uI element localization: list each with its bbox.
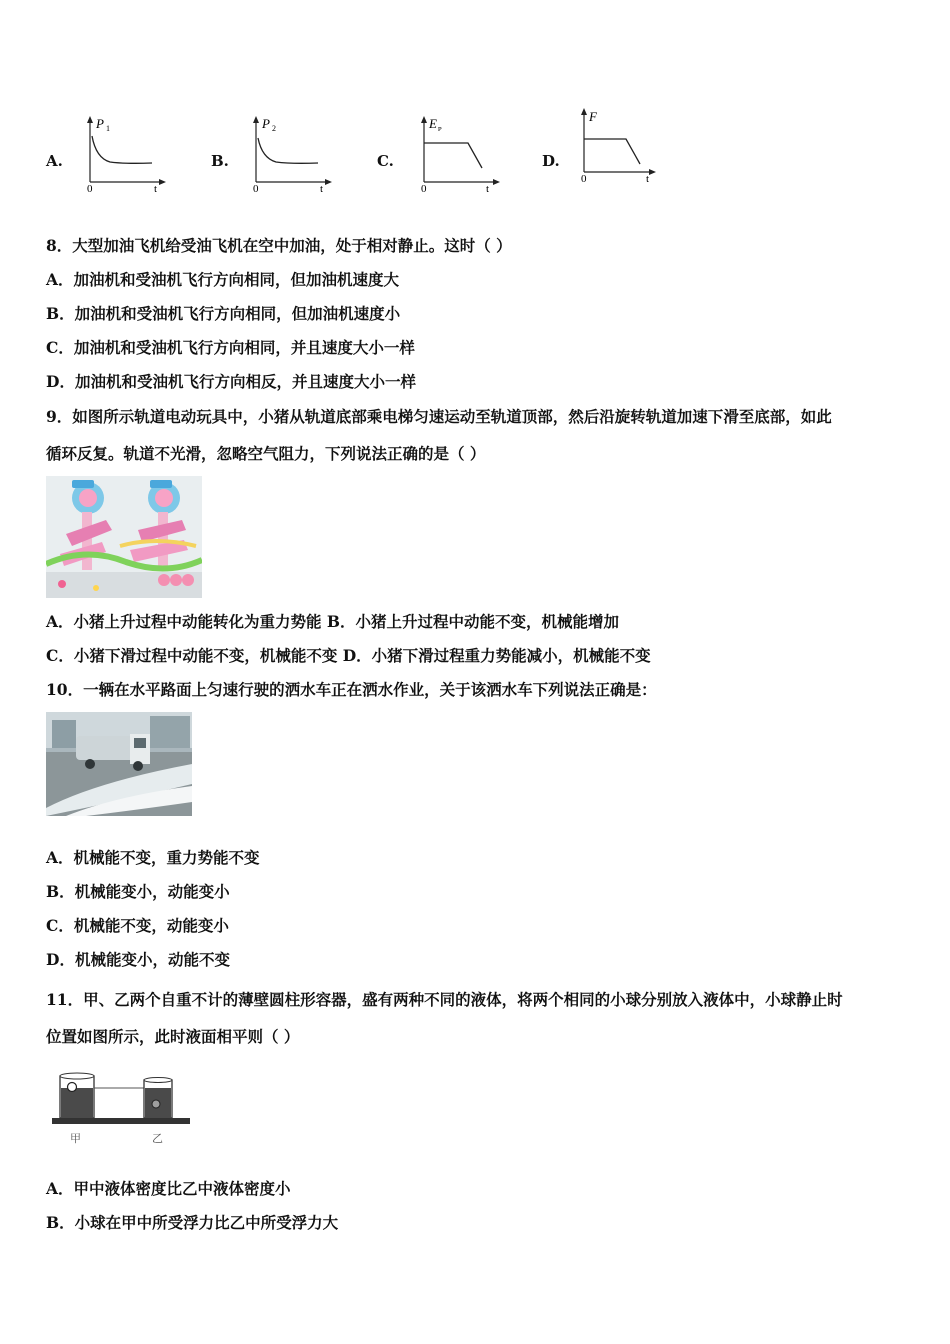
- q11-stem-line2: 位置如图所示，此时液面相平则（ ）: [46, 1027, 300, 1046]
- graph-a-p1-curve: [80, 112, 170, 194]
- toy-track-photo: [46, 476, 202, 598]
- q10-option-a: A．机械能不变，重力势能不变: [46, 848, 260, 867]
- q8-option-c: C．加油机和受油机飞行方向相同，并且速度大小一样: [46, 338, 415, 357]
- graph-a-ylabel: P: [96, 116, 104, 131]
- q9-options-row1: A．小猪上升过程中动能转化为重力势能 B．小猪上升过程中动能不变，机械能增加: [46, 612, 620, 631]
- q10-option-d: D．机械能变小，动能不变: [46, 950, 230, 969]
- graph-a-origin: 0: [87, 183, 93, 194]
- option-b-letter: B.: [211, 152, 229, 170]
- q9-stem-line1: 9．如图所示轨道电动玩具中，小猪从轨道底部乘电梯匀速运动至轨道顶部，然后沿旋转轨道加速下滑至底部，如此: [46, 407, 832, 426]
- graph-a-ysub: 1: [106, 124, 110, 133]
- option-a-letter: A.: [46, 152, 63, 170]
- container-yi-label: 乙: [152, 1133, 163, 1145]
- graph-b-origin: 0: [253, 183, 259, 194]
- q9-stem-line2: 循环反复。轨道不光滑，忽略空气阻力，下列说法正确的是（ ）: [46, 444, 486, 463]
- q8-option-d: D．加油机和受油机飞行方向相反，并且速度大小一样: [46, 372, 416, 391]
- q10-option-b: B．机械能变小，动能变小: [46, 882, 230, 901]
- graph-d-ylabel: F: [589, 109, 597, 124]
- q11-stem-line1: 11．甲、乙两个自重不计的薄壁圆柱形容器，盛有两种不同的液体，将两个相同的小球分别放入液体中，小球静止时: [46, 990, 843, 1009]
- graph-c-origin: 0: [421, 183, 427, 194]
- graph-b-p2-curve: [246, 112, 336, 194]
- option-c-letter: C.: [377, 152, 394, 170]
- q8-option-a: A．加油机和受油机飞行方向相同，但加油机速度大: [46, 270, 400, 289]
- graph-d-force-plateau: [572, 104, 664, 188]
- q10-option-c: C．机械能不变，动能变小: [46, 916, 229, 935]
- graph-d-origin: 0: [581, 173, 587, 185]
- q11-option-a: A．甲中液体密度比乙中液体密度小: [46, 1179, 291, 1198]
- q8-stem: 8．大型加油飞机给受油飞机在空中加油，处于相对静止。这时（ ）: [46, 236, 512, 255]
- sprinkler-truck-photo: [46, 712, 192, 816]
- graph-c-energy-plateau: [412, 110, 504, 194]
- graph-b-ysub: 2: [272, 124, 276, 133]
- graph-c-ysub: ᴘ: [438, 124, 442, 133]
- graph-c-xlabel: t: [486, 183, 490, 194]
- graph-b-xlabel: t: [320, 183, 324, 194]
- graph-b-ylabel: P: [262, 116, 270, 131]
- q10-stem: 10．一辆在水平路面上匀速行驶的洒水车正在洒水作业，关于该洒水车下列说法正确是：: [46, 680, 657, 699]
- option-d-letter: D.: [542, 152, 560, 170]
- graph-c-ylabel: E: [429, 116, 437, 131]
- q11-option-b: B．小球在甲中所受浮力比乙中所受浮力大: [46, 1213, 339, 1232]
- two-containers-diagram: [48, 1068, 194, 1150]
- q8-option-b: B．加油机和受油机飞行方向相同，但加油机速度小: [46, 304, 401, 323]
- q9-options-row2: C．小猪下滑过程中动能不变，机械能不变 D．小猪下滑过程重力势能减小，机械能不变: [46, 646, 651, 665]
- graph-a-xlabel: t: [154, 183, 158, 194]
- graph-d-xlabel: t: [646, 173, 650, 185]
- container-jia-label: 甲: [70, 1133, 81, 1145]
